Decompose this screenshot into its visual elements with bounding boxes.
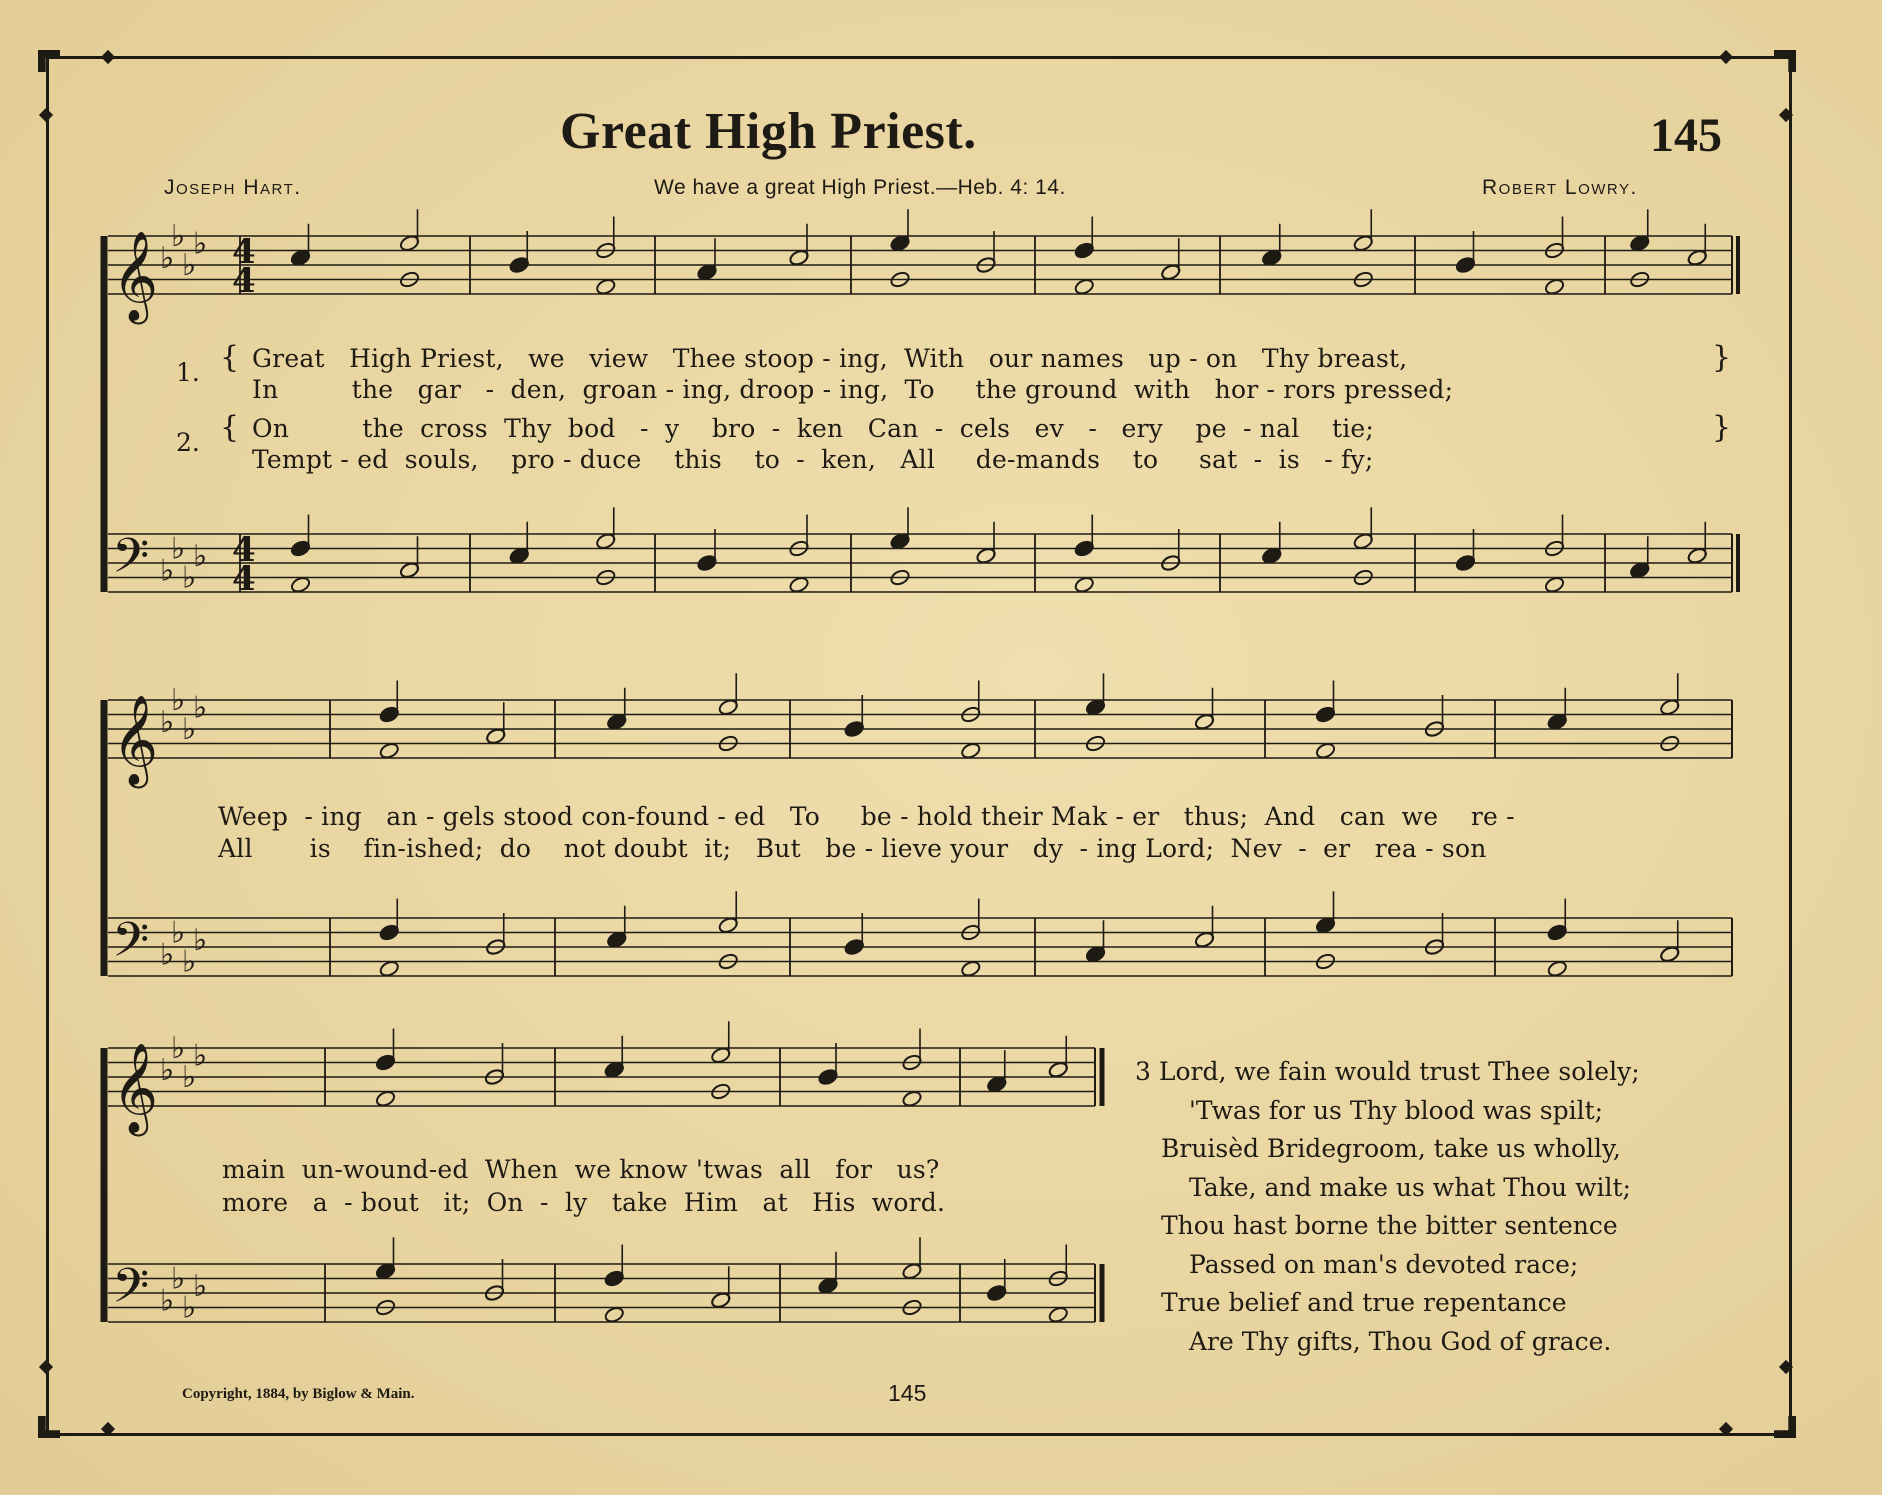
flat-sign: ♭ bbox=[160, 1283, 175, 1319]
flat-sign: ♭ bbox=[193, 226, 208, 262]
stanza-line: Thou hast borne the bitter sentence bbox=[1161, 1211, 1618, 1240]
treble-clef-icon: 𝄞 bbox=[112, 231, 159, 321]
author-credit: Joseph Hart. bbox=[164, 176, 302, 199]
flat-sign: ♭ bbox=[160, 240, 175, 276]
time-signature: 4 bbox=[232, 261, 256, 301]
flat-sign: ♭ bbox=[160, 553, 175, 589]
flat-sign: ♭ bbox=[171, 219, 186, 254]
verse-number-1: 1. bbox=[176, 358, 200, 387]
stanza-line: Bruisèd Bridegroom, take us wholly, bbox=[1161, 1134, 1621, 1163]
verse-brace: } bbox=[1712, 410, 1732, 445]
lyric-line-verse2-b: Tempt - ed souls, pro - duce this to - ken, All de-mands to sat - is - fy; bbox=[252, 445, 1374, 474]
lyric-line-system2-a: Weep - ing an - gels stood con-found - ed To be - hold their Mak - er thus; And can we re - bbox=[218, 802, 1515, 831]
lyric-line-verse1-b: In the gar - den, groan - ing, droop - ing, To the ground with hor - rors pressed; bbox=[252, 375, 1454, 404]
page-number: 145 bbox=[888, 1380, 927, 1406]
flat-sign: ♭ bbox=[182, 1060, 197, 1095]
stanza-line: Are Thy gifts, Thou God of grace. bbox=[1189, 1326, 1612, 1356]
flat-sign: ♭ bbox=[182, 944, 197, 980]
flat-sign: ♭ bbox=[171, 683, 186, 718]
flat-sign: ♭ bbox=[171, 915, 186, 951]
verse-brace: { bbox=[220, 340, 240, 375]
lyric-line-system3-b: more a - bout it; On - ly take Him at His word. bbox=[222, 1188, 946, 1217]
hymn-title: Great High Priest. bbox=[560, 103, 977, 160]
time-signature: 4 bbox=[232, 530, 256, 570]
bass-clef-icon: 𝄢 bbox=[112, 911, 150, 980]
time-signature: 4 bbox=[232, 559, 256, 599]
stanza-3-text bbox=[1135, 1053, 1755, 1361]
composer-credit: Robert Lowry. bbox=[1482, 176, 1638, 199]
flat-sign: ♭ bbox=[171, 1031, 186, 1066]
flat-sign: ♭ bbox=[193, 1268, 208, 1304]
scripture-reference: We have a great High Priest.—Heb. 4: 14. bbox=[654, 176, 1066, 199]
flat-sign: ♭ bbox=[182, 560, 197, 596]
bass-clef-icon: 𝄢 bbox=[112, 527, 150, 596]
stanza-line: True belief and true repentance bbox=[1161, 1288, 1567, 1317]
time-signature: 4 bbox=[232, 232, 256, 272]
verse-brace: } bbox=[1712, 340, 1732, 375]
lyric-line-system3-a: main un-wound-ed When we know 'twas all for us? bbox=[222, 1155, 940, 1184]
copyright-notice: Copyright, 1884, by Biglow & Main. bbox=[182, 1386, 415, 1402]
flat-sign: ♭ bbox=[193, 538, 208, 574]
treble-clef-icon: 𝄞 bbox=[112, 1043, 159, 1133]
verse-number-2: 2. bbox=[176, 428, 200, 457]
lyric-line-verse2-a: On the cross Thy bod - y bro - ken Can - cels ev - ery pe - nal tie; bbox=[252, 414, 1375, 443]
lyric-line-verse1-a: Great High Priest, we view Thee stoop - ing, With our names up - on Thy breast, bbox=[252, 344, 1408, 373]
stanza-line: 3 Lord, we fain would trust Thee solely; bbox=[1135, 1057, 1640, 1086]
lyric-line-system2-b: All is fin-ished; do not doubt it; But be - lieve your dy - ing Lord; Nev - er rea - son bbox=[218, 834, 1487, 863]
stanza-line: 'Twas for us Thy blood was spilt; bbox=[1189, 1095, 1604, 1125]
bass-clef-icon: 𝄢 bbox=[112, 1257, 150, 1326]
flat-sign: ♭ bbox=[182, 248, 197, 283]
verse-brace: { bbox=[220, 410, 240, 445]
flat-sign: ♭ bbox=[193, 690, 208, 726]
flat-sign: ♭ bbox=[193, 1038, 208, 1074]
hymn-number: 145 bbox=[1650, 109, 1722, 162]
stanza-line: Passed on man's devoted race; bbox=[1189, 1249, 1579, 1279]
flat-sign: ♭ bbox=[193, 922, 208, 958]
flat-sign: ♭ bbox=[182, 712, 197, 747]
flat-sign: ♭ bbox=[171, 1261, 186, 1297]
treble-clef-icon: 𝄞 bbox=[112, 695, 159, 785]
flat-sign: ♭ bbox=[160, 937, 175, 973]
flat-sign: ♭ bbox=[182, 1290, 197, 1326]
flat-sign: ♭ bbox=[160, 704, 175, 740]
flat-sign: ♭ bbox=[160, 1052, 175, 1088]
flat-sign: ♭ bbox=[171, 531, 186, 567]
stanza-line: Take, and make us what Thou wilt; bbox=[1189, 1172, 1631, 1202]
